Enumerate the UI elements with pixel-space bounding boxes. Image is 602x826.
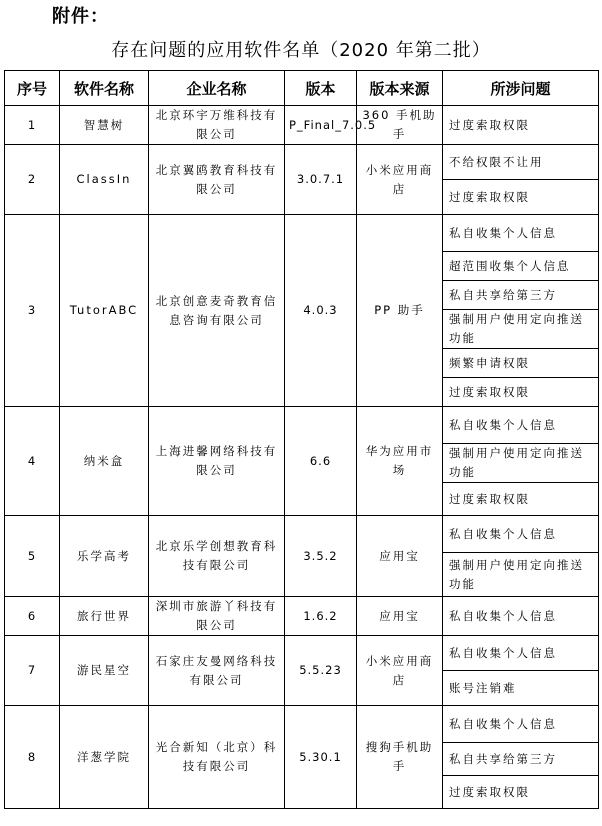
cell-app: 纳米盒: [60, 407, 149, 516]
header-issues: 所涉问题: [443, 71, 599, 106]
cell-issue: 频繁申请权限: [443, 349, 599, 378]
cell-company: 北京乐学创想教育科技有限公司: [149, 516, 285, 597]
table-row: [5, 516, 599, 553]
cell-issue: 过度索取权限: [443, 378, 599, 407]
table-row: [5, 106, 599, 145]
cell-issue: 账号注销难: [443, 671, 599, 706]
table-row: [5, 636, 599, 671]
cell-version: 4.0.3: [285, 215, 357, 407]
attachment-label: 附件：: [52, 6, 109, 27]
cell-company: 上海进馨网络科技有限公司: [149, 407, 285, 516]
cell-no: 4: [5, 407, 60, 516]
header-version: 版本: [285, 71, 357, 106]
cell-company: 光合新知（北京）科技有限公司: [149, 706, 285, 809]
cell-issue: 私自共享给第三方: [443, 743, 599, 776]
cell-issue: 强制用户使用定向推送功能: [443, 310, 599, 349]
cell-app: 旅行世界: [60, 597, 149, 636]
cell-no: 6: [5, 597, 60, 636]
cell-issue: 私自共享给第三方: [443, 281, 599, 310]
cell-app: 洋葱学院: [60, 706, 149, 809]
cell-source: 应用宝: [357, 597, 443, 636]
cell-no: 1: [5, 106, 60, 145]
cell-version: 3.0.7.1: [285, 145, 357, 215]
cell-source: 360 手机助手: [357, 106, 443, 145]
cell-company: 北京创意麦奇教育信息咨询有限公司: [149, 215, 285, 407]
table-row: [5, 706, 599, 743]
cell-issue: 超范围收集个人信息: [443, 252, 599, 281]
cell-issue: 私自收集个人信息: [443, 597, 599, 636]
cell-app: TutorABC: [60, 215, 149, 407]
cell-no: 5: [5, 516, 60, 597]
cell-source: 小米应用商店: [357, 145, 443, 215]
cell-source: 华为应用市场: [357, 407, 443, 516]
cell-no: 3: [5, 215, 60, 407]
cell-source: PP 助手: [357, 215, 443, 407]
cell-version: 5.5.23: [285, 636, 357, 706]
cell-no: 7: [5, 636, 60, 706]
cell-issue: 私自收集个人信息: [443, 516, 599, 553]
cell-issue: 强制用户使用定向推送功能: [443, 444, 599, 483]
table-row: [5, 597, 599, 636]
cell-issue: 强制用户使用定向推送功能: [443, 553, 599, 597]
cell-no: 2: [5, 145, 60, 215]
cell-issue: 过度索取权限: [443, 106, 599, 145]
cell-no: 8: [5, 706, 60, 809]
cell-source: 应用宝: [357, 516, 443, 597]
cell-app: 乐学高考: [60, 516, 149, 597]
header-company: 企业名称: [149, 71, 285, 106]
cell-company: 北京环宇万维科技有限公司: [149, 106, 285, 145]
cell-issue: 私自收集个人信息: [443, 407, 599, 444]
cell-app: 游民星空: [60, 636, 149, 706]
cell-source: 小米应用商店: [357, 636, 443, 706]
cell-issue: 不给权限不让用: [443, 145, 599, 180]
cell-issue: 过度索取权限: [443, 776, 599, 809]
cell-source: 搜狗手机助手: [357, 706, 443, 809]
cell-issue: 过度索取权限: [443, 483, 599, 516]
cell-app: 智慧树: [60, 106, 149, 145]
document-title: 存在问题的应用软件名单（2020 年第二批）: [111, 40, 491, 61]
cell-version: P_Final_7.0.5: [285, 106, 357, 145]
cell-company: 石家庄友曼网络科技有限公司: [149, 636, 285, 706]
table-header-row: [5, 71, 599, 106]
header-source: 版本来源: [357, 71, 443, 106]
table-row: [5, 145, 599, 180]
cell-issue: 私自收集个人信息: [443, 215, 599, 252]
cell-app: ClassIn: [60, 145, 149, 215]
cell-company: 北京翼鸥教育科技有限公司: [149, 145, 285, 215]
cell-issue: 过度索取权限: [443, 180, 599, 215]
cell-issue: 私自收集个人信息: [443, 706, 599, 743]
cell-company: 深圳市旅游丫科技有限公司: [149, 597, 285, 636]
cell-version: 6.6: [285, 407, 357, 516]
table-row: [5, 215, 599, 252]
cell-version: 5.30.1: [285, 706, 357, 809]
cell-version: 3.5.2: [285, 516, 357, 597]
cell-version: 1.6.2: [285, 597, 357, 636]
header-no: 序号: [5, 71, 60, 106]
table-row: [5, 407, 599, 444]
cell-issue: 私自收集个人信息: [443, 636, 599, 671]
header-app: 软件名称: [60, 71, 149, 106]
app-issue-table: [4, 70, 599, 809]
